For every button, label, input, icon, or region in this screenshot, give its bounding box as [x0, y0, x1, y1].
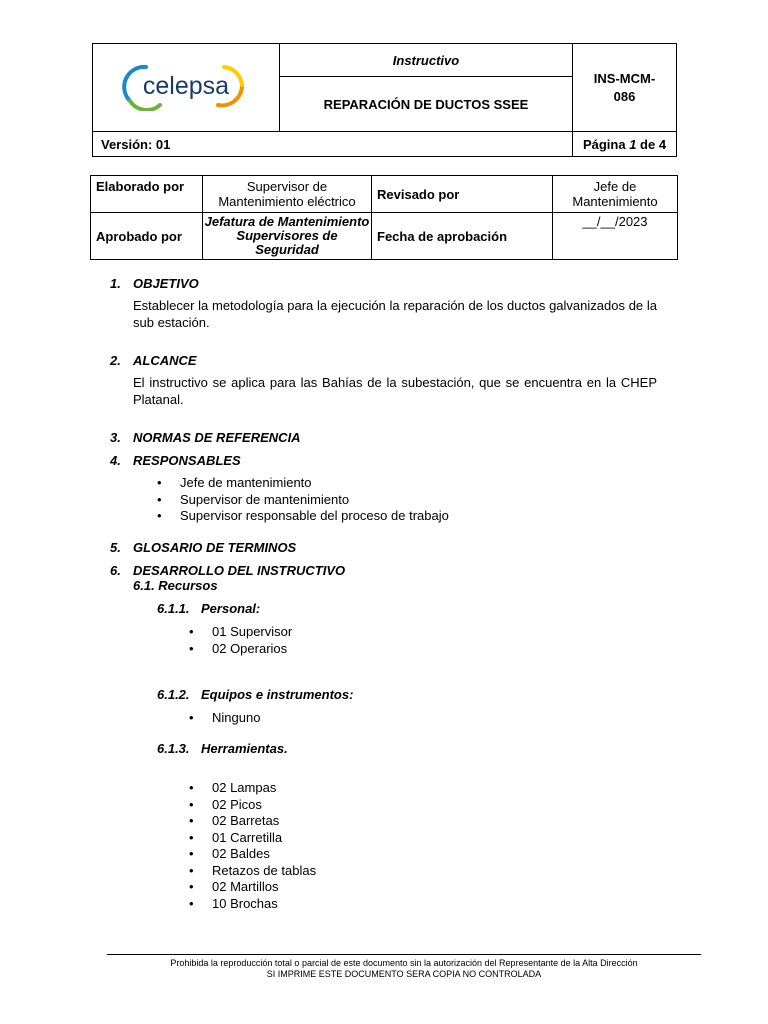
footer-notice: Prohibida la reproducción total o parcial de este documento sin la autorización del Representante de la Alta Dirección [170, 958, 638, 968]
herramientas-list [189, 780, 316, 912]
section-number: 5. [110, 540, 121, 555]
section-objetivo-heading [110, 276, 199, 291]
page-total: de 4 [640, 136, 667, 152]
section-responsables-heading [110, 453, 241, 468]
list-item: • Supervisor de mantenimiento [157, 492, 449, 509]
list-item: • Retazos de tablas [189, 863, 316, 880]
list-item: • 02 Barretas [189, 813, 316, 830]
equipos-list [189, 710, 260, 727]
section-number: 3. [110, 430, 121, 445]
section-alcance-heading [110, 353, 197, 368]
aprobado-value-line2: Supervisores de [236, 228, 338, 243]
section-title: GLOSARIO DE TERMINOS [133, 540, 297, 555]
revisado-value-line1: Jefe de [593, 179, 637, 194]
section-title: RESPONSABLES [133, 453, 241, 468]
subsection-number: 6.1.1. [157, 601, 190, 616]
page-number: 1 [629, 136, 637, 152]
doc-code [573, 44, 677, 132]
doc-code-line1: INS-MCM- [593, 70, 656, 86]
list-item: • 02 Martillos [189, 879, 316, 896]
doc-title: REPARACIÓN DE DUCTOS SSEE [280, 77, 573, 132]
footer-copy-notice: SI IMPRIME ESTE DOCUMENTO SERA COPIA NO CONTROLADA [266, 969, 542, 979]
list-item: • 02 Picos [189, 797, 316, 814]
list-item: • 02 Baldes [189, 846, 316, 863]
doc-type: Instructivo [280, 44, 573, 77]
subsection-number: 6.1.2. [157, 687, 190, 702]
subsection-personal-heading [157, 601, 260, 616]
subsection-herramientas-heading [157, 741, 288, 756]
section-title: NORMAS DE REFERENCIA [133, 430, 301, 445]
list-item: • 10 Brochas [189, 896, 316, 913]
list-item: • 01 Supervisor [189, 624, 292, 641]
section-number: 6. [110, 563, 121, 578]
subsection-number: 6.1.3. [157, 741, 190, 756]
list-item: • 01 Carretilla [189, 830, 316, 847]
personal-list [189, 624, 292, 657]
logo-cell [93, 44, 280, 132]
section-title: ALCANCE [133, 353, 197, 368]
section-desarrollo-heading [110, 563, 345, 578]
aprobado-label: Aprobado por [91, 213, 203, 260]
aprobado-value-line3: Seguridad [255, 242, 319, 257]
list-item: • 02 Lampas [189, 780, 316, 797]
responsables-list [157, 475, 449, 525]
section-title: OBJETIVO [133, 276, 199, 291]
revisado-value [553, 176, 678, 213]
list-item: • Jefe de mantenimiento [157, 475, 449, 492]
svg-text:celepsa: celepsa [142, 72, 230, 100]
subsection-title: Herramientas. [201, 741, 288, 756]
fecha-value: __/__/2023 [553, 213, 678, 260]
section-number: 1. [110, 276, 121, 291]
elaborado-value-line1: Supervisor de [246, 179, 328, 194]
section-number: 4. [110, 453, 121, 468]
subsection-title: Equipos e instrumentos: [201, 687, 354, 702]
elaborado-value-line2: Mantenimiento eléctrico [218, 194, 356, 209]
version-label: Versión: 01 [93, 132, 573, 157]
section-normas-heading [110, 430, 301, 445]
subsection-equipos-heading [157, 687, 353, 702]
fecha-label: Fecha de aprobación [372, 213, 553, 260]
list-item: • 02 Operarios [189, 641, 292, 658]
objetivo-text: Establecer la metodología para la ejecución la reparación de los ductos galvanizados de la sub estación. [133, 298, 657, 330]
subsection-title: Personal: [201, 601, 261, 616]
list-item: • Supervisor responsable del proceso de trabajo [157, 508, 449, 525]
section-number: 2. [110, 353, 121, 368]
subsection-recursos-heading: 6.1. Recursos [133, 578, 218, 593]
celepsa-logo [120, 61, 252, 111]
elaborado-label: Elaborado por [91, 176, 203, 213]
revisado-value-line2: Mantenimiento [572, 194, 658, 209]
page-label: Página [582, 136, 626, 152]
section-title: DESARROLLO DEL INSTRUCTIVO [133, 563, 346, 578]
footer-divider [107, 954, 701, 955]
alcance-text: El instructivo se aplica para las Bahías de la subestación, que se encuentra en la CHEP Platanal. [133, 375, 657, 407]
list-item: • Ninguno [189, 710, 260, 727]
header-table [92, 43, 677, 157]
page-indicator [573, 132, 677, 157]
approval-table [90, 175, 678, 260]
aprobado-value [203, 213, 372, 260]
aprobado-value-line1: Jefatura de Mantenimiento [204, 214, 370, 229]
revisado-label: Revisado por [372, 176, 553, 213]
elaborado-value [203, 176, 372, 213]
section-glosario-heading [110, 540, 296, 555]
doc-code-line2: 086 [613, 88, 636, 104]
